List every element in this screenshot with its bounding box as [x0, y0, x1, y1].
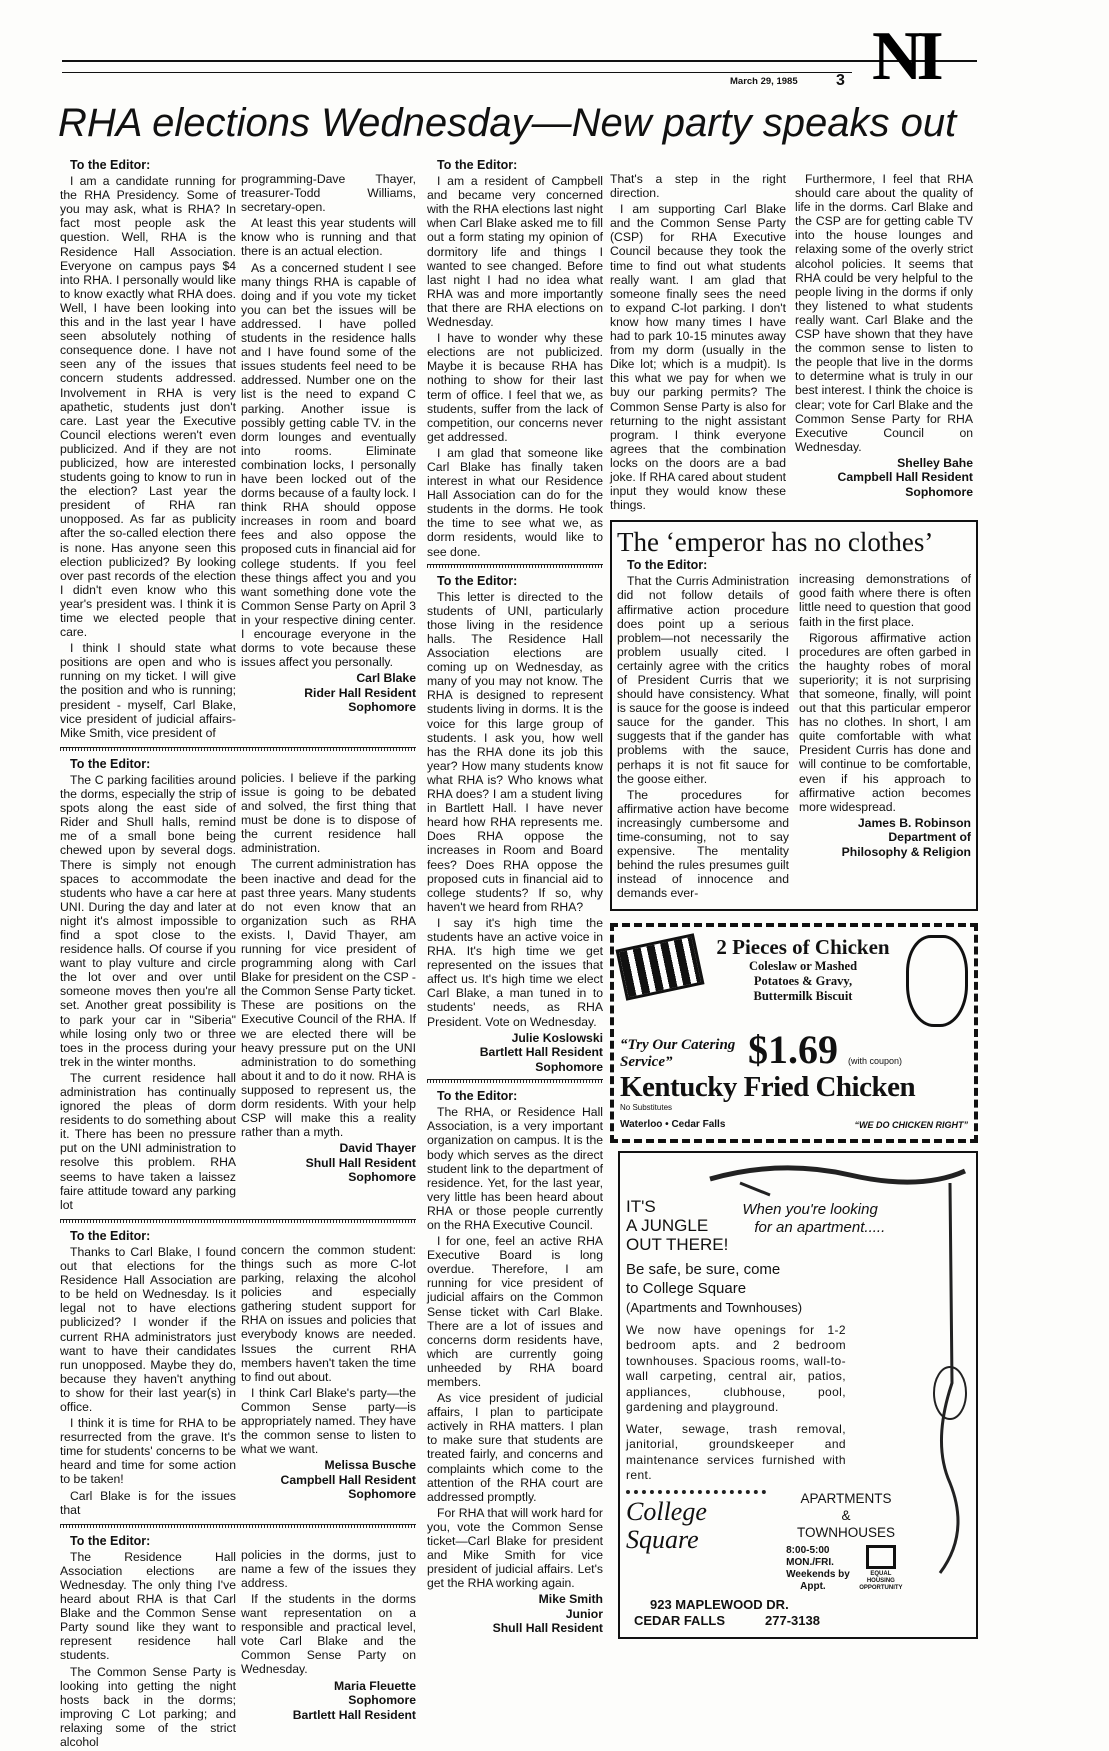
letter-paragraph: The current residence hall administration has continually ignored the pleas of dorm residents to do something about it. There has been no pressure put on the UNI administration to resolve this problem. RHA seems to have taken a laissez faire attitude toward any parking lot [60, 1070, 236, 1212]
letter-body [427, 174, 603, 559]
letter-body [795, 172, 973, 454]
letter-6 [427, 574, 603, 1075]
phone: 277-3138 [765, 1612, 820, 1628]
letter-paragraph: At least this year students will know who is running and that there is an actual election. [241, 216, 416, 259]
equal-housing-text: EQUAL HOUSING OPPORTUNITY [859, 1571, 903, 1591]
letter-5-col-a [427, 158, 603, 559]
office-hours [786, 1545, 850, 1593]
signature [241, 1679, 416, 1723]
left-columns [60, 158, 416, 1751]
letter-paragraph: The Residence Hall Association elections are Wednesday. The only thing I've heard about RHA is that Carl Blake and the Common Sense Party sound like they want to represent residence hall students. [60, 1549, 236, 1663]
letter-paragraph: policies in the dorms, just to name a few of the issues they address. [241, 1547, 416, 1590]
signature-line: Carl Blake [356, 671, 416, 686]
letter-body [60, 773, 236, 1212]
signature [241, 671, 416, 715]
letter-body [60, 1245, 236, 1517]
issue-date: March 29, 1985 [730, 76, 798, 87]
divider [427, 564, 603, 568]
signature-line: Sophomore [348, 1170, 416, 1185]
signature-line: Julie Koslowski [511, 1030, 603, 1045]
letter-body [610, 172, 786, 512]
letter-4-col-a [60, 1534, 236, 1751]
side-item: Coleslaw or Mashed [748, 958, 858, 973]
letter-2 [60, 757, 416, 1214]
hours-line: 8:00-5:00 [786, 1544, 830, 1556]
letter-paragraph: For RHA that will work hard for you, vote the Common Sense ticket—Carl Blake for president and Mike Smith for vice president of judicial affairs. Let's get the RHA working again. [427, 1505, 603, 1591]
letter-body [799, 572, 971, 814]
kind-line: & [841, 1507, 851, 1523]
letter-paragraph: Thanks to Carl Blake, I found out that elections for the Residence Hall Association are to be held on Wednesday. Is it legal not to have elections publicized? I wonder if the current RHA administrators just want to have their candidates run unopposed. Maybe they do, because they haven't anything to show for their last year(s) in office. [60, 1244, 236, 1414]
kfc-headline: 2 Pieces of Chicken [716, 934, 890, 959]
signature-line: Rider Hall Resident [304, 685, 416, 700]
side-item: Buttermilk Biscuit [753, 988, 853, 1003]
letter-3 [60, 1229, 416, 1519]
salutation: To the Editor: [70, 158, 151, 172]
city: CEDAR FALLS [634, 1612, 725, 1628]
letter-paragraph: policies. I believe if the parking issue is going to be debated and solved, the first thing that must be done is to dispose of the current residence hall administration. [241, 770, 416, 856]
letter-5-continued [610, 172, 978, 514]
signature [241, 1458, 416, 1502]
signature-line: Maria Fleuette [334, 1678, 416, 1693]
colonel-sanders-portrait [906, 935, 968, 1027]
safe-text [626, 1260, 918, 1317]
signature-line: Sophomore [348, 1693, 416, 1708]
letter-paragraph: I am a candidate running for the RHA Presidency. Some of you may ask, what is RHA? In fact most people ask the question. Well, RHA is the Residence Hall Association. Everyone on campus pays $4 into RHA. I personally would like to know exactly what RHA does. Well, I have been looking into this and in the last year I have seen absolutely nothing of consequence done. I have not seen any of the issues that concern students addressed. Involvement in RHA is very apathetic, students just don't care. Last year the Executive Council elections weren't even publicized. And if they are not publicized, how are interested students going to know to run in the election? Last year the president of RHA ran unopposed. As far as publicity after the so-called election there is none. Has anyone seen this election publicized? By looking over past records of the election I didn't even know who this year's president was. I think it is time we elected people that care. [60, 174, 236, 640]
letter-4-col-b [241, 1534, 416, 1751]
letter-paragraph: I am a resident of Campbell and became very concerned with the RHA elections last night when Carl Blake asked me to fill out a form stating my opinion of dormitory life and things I wanted to see changed. Before last night I had no idea what RHA was and more importantly that there are RHA elections on Wednesday. [427, 174, 603, 330]
letter-paragraph: If the students in the dorms want representation on a responsible and practical level, vote Carl Blake and the Common Sense Party on Wednesday. [241, 1592, 416, 1677]
letter-paragraph: I think Carl Blake's party—the Common Sense party—is appropriately named. They have the common sense to listen to what we want. [241, 1385, 416, 1457]
signature [241, 1141, 416, 1185]
letter-3-col-a [60, 1229, 236, 1519]
divider [60, 1219, 416, 1223]
chicken-bucket-icon [615, 933, 704, 1000]
kfc-slogan: “WE DO CHICKEN RIGHT” [854, 1119, 968, 1130]
letter-body [60, 1550, 236, 1749]
letter-body [427, 1105, 603, 1590]
no-substitutes: No Substitutes [620, 1102, 673, 1112]
kfc-brand: Kentucky Fried Chicken [620, 1070, 916, 1103]
letter-1 [60, 158, 416, 742]
hours-line: Appt. [800, 1580, 826, 1592]
letter-paragraph: As a concerned student I see many things RHA is capable of doing and if you vote my ticket you can bet the issues will be addressed. I have polled students in the residence halls and I have found some of the issues students feel need to be addressed. Number one on the list is the need to expand C parking. Another issue is possibly getting cable TV. in the dorm lounges and eventually into rooms. Eliminate combination locks, I personally have been locked out of the dorms because of a faulty lock. I think RHA should oppose increases in room and board fees and also oppose the proposed cuts in financial aid for college students. If you feel these things affect you and you want something done vote the Common Sense Party on April 3 in your respective dining center. I encourage everyone in the dorms to vote because these issues affect you personally. [241, 260, 416, 670]
signature-line: Sophomore [348, 1487, 416, 1502]
masthead-rule [62, 72, 852, 73]
middle-column [427, 158, 603, 1636]
monkey-icon [922, 1183, 972, 1583]
safe-line: Be safe, be sure, come [626, 1260, 781, 1278]
coupon-note: (with coupon) [848, 1055, 903, 1066]
letter-paragraph: The procedures for affirmative action have become increasingly cumbersome and time-consuming, not to say expensive. The mentality behind the rules presumes guilt instead of innocence and demands ever- [617, 787, 789, 901]
apartment-type: (Apartments and Townhouses) [626, 1299, 803, 1315]
price: $1.69 [748, 1026, 838, 1072]
signature-line: Philosophy & Religion [841, 844, 971, 859]
signature [795, 456, 973, 500]
hours-line: MON./FRI. [786, 1556, 834, 1568]
signature-line: James B. Robinson [857, 815, 971, 830]
letter-paragraph: increasing demonstrations of good faith where there is often little need to question that good faith in the first place. [799, 572, 971, 629]
safe-line: to College Square [626, 1279, 747, 1297]
looking-line: When you're looking [742, 1200, 878, 1218]
divider [60, 747, 416, 751]
salutation: To the Editor: [437, 1089, 518, 1104]
letter-paragraph: The RHA, or Residence Hall Association, is a very important organization on campus. It is the body which serves as the direct student link to the department of residence. Yet, for the last year, very little has been heard about RHA or those people currently on the RHA Executive Council. [427, 1105, 603, 1232]
salutation: To the Editor: [70, 1228, 151, 1243]
letter-paragraph: programming-Dave Thayer, treasurer-Todd Williams, secretary-open. [241, 172, 416, 215]
signature [427, 1592, 603, 1636]
letter-3-col-b [241, 1229, 416, 1519]
signature-line: Campbell Hall Resident [837, 470, 973, 485]
signature-line: Shull Hall Resident [492, 1621, 603, 1636]
signature-line: Bartlett Hall Resident [292, 1707, 416, 1722]
salutation: To the Editor: [627, 558, 708, 573]
letter-1-col-a [60, 158, 236, 742]
signature-line: Sophomore [535, 1059, 603, 1074]
looking-line: for an apartment..... [754, 1218, 886, 1236]
letter-paragraph: I think I should state what positions are open and who is running on my ticket. I will give the position and who is running; president - myself, Carl Blake, vice president of judicial affairs-Mike Smith, vice president of [60, 641, 236, 740]
letter-body [617, 574, 789, 900]
salutation: To the Editor: [70, 756, 151, 771]
kfc-locations: Waterloo • Cedar Falls [620, 1118, 726, 1130]
northern-iowan-logo: NI [872, 18, 938, 95]
signature-line: Junior [565, 1606, 603, 1621]
signature-line: Bartlett Hall Resident [479, 1045, 603, 1060]
signature-line: Melissa Busche [324, 1458, 416, 1473]
signature-line: David Thayer [339, 1141, 416, 1156]
letter-paragraph: That the Curris Administration did not follow details of affirmative action procedure does point up a serious problem—not necessarily the problem usually cited. I certainly agree with the critics of President Curris that we should have consistency. What is sauce for the goose is indeed sauce for the gander. This suggests that if the gander has problems with the sauce, perhaps it is not fit sauce for the goose either. [617, 574, 789, 786]
page-number: 3 [836, 72, 845, 89]
signature-line: Sophomore [348, 700, 416, 715]
openings-text: We now have openings for 1-2 bedroom apts. and 2 bedroom townhouses. Spacious rooms, wall-to-wall carpeting, central air, patios, appliances, clubhouse, pool, gardening and playground. [626, 1322, 846, 1414]
letter-5-col-c [795, 172, 973, 514]
signature-line: Department of [888, 830, 971, 845]
college-square-logo: College Square [626, 1490, 766, 1554]
letter-paragraph: The Common Sense Party is looking into getting the night hosts back in the dorms; improving C Lot parking; and relaxing some of the strict alcohol [60, 1664, 236, 1750]
page-headline: RHA elections Wednesday—New party speaks out [58, 101, 957, 145]
college-square-ad [618, 1151, 978, 1639]
letter-1-col-b [241, 158, 416, 742]
letter-body [241, 172, 416, 669]
kfc-sides [706, 959, 900, 1004]
letter-paragraph: I say it's high time the students have an active voice in RHA. It's high time we get represented on the issues that affect us. It's high time we elect Carl Blake, a man tuned in to students' needs, as RHA President. Vote on Wednesday. [427, 915, 603, 1029]
letter-paragraph: Rigorous affirmative action procedures are often garbed in the haughty robes of moral superiority; it is not surprising that someone, finally, will point out that this particular emperor has no clothes. In short, I am quite comfortable with what President Curris has done and will continue to be comfortable, even if his approach to affirmative action becomes more widespread. [799, 630, 971, 814]
right-columns [610, 172, 978, 1639]
address: 923 MAPLEWOOD DR. [650, 1596, 789, 1612]
letter-paragraph: I am glad that someone like Carl Blake has finally taken interest in what our Residence Hall Association can do for the students in the dorms. He took the time to see what we, as dorm residents, would like to see done. [427, 445, 603, 559]
letter-paragraph: Furthermore, I feel that RHA should care about the quality of life in the dorms. Carl Blake and the CSP are for getting cable TV into the house lounges and relaxing some of the overly strict alcohol policies. It seems that RHA could be very helpful to the people living in the dorms if only they listened to what students really want. Carl Blake and the CSP have shown that they have the common sense to listen to the people that live in the dorms to determine what is truly in our best interest. I think the choice is clear; vote for Carl Blake and the Common Sense Party for RHA Executive Council on Wednesday. [795, 172, 973, 454]
letter-paragraph: I am supporting Carl Blake and the Common Sense Party (CSP) for RHA Executive Council because they took the time to find out what students really want. I am glad that someone finally sees the need to expand C-lot parking. I don't know how many times I have had to park 10-15 minutes away from my dorm (usually in the Dike lot; which is a mudpit). Is this what we pay for when we buy our parking permits? The Common Sense Party is also for returning to the night assistant program. I think everyone agrees that the combination locks on the doors are a bad joke. If RHA cared about student input they would know these things. [610, 202, 786, 513]
salutation: To the Editor: [70, 1533, 151, 1548]
catering-text: “Try Our Catering Service” [620, 1036, 736, 1070]
letter-body [241, 1548, 416, 1677]
letter-5-col-b [610, 172, 786, 514]
emperor-headline: The ‘emperor has no clothes’ [617, 527, 934, 558]
salutation: To the Editor: [437, 158, 518, 172]
kind-line: TOWNHOUSES [796, 1524, 895, 1540]
letter-paragraph: I have to wonder why these elections are not publicized. Maybe it is because RHA has nothing to show for their last term of office. I feel that we, as students, suffer from the lack of competition, our concerns never get addressed. [427, 331, 603, 444]
looking-text [742, 1197, 885, 1254]
kfc-ad [610, 923, 978, 1143]
signature-line: Sophomore [905, 484, 973, 499]
letter-body [427, 590, 603, 1029]
letter-paragraph: I think it is time for RHA to be resurrected from the grave. It's time for students' concerns to be heard and time for some action to be taken! [60, 1416, 236, 1487]
letter-paragraph: concern the common student: things such as more C-lot parking, relaxing the alcohol policies and especially gathering student support for RHA on issues and policies that everybody knows are needed. Issues the current RHA members haven't taken the time to find out about. [241, 1242, 416, 1384]
equal-housing-icon [866, 1545, 896, 1569]
jungle-line: OUT THERE! [626, 1234, 729, 1254]
kind-line: APARTMENTS [800, 1490, 892, 1506]
kinds-text [774, 1490, 918, 1541]
letter-paragraph: I for one, feel an active RHA Executive Board is long overdue. Therefore, I am running for vice president of judicial affairs on the Common Sense ticket with Carl Blake. There are a lot of issues and concerns dorm residents have, which are currently going unheeded by RHA board members. [427, 1234, 603, 1389]
letter-paragraph: As vice president of judicial affairs, I plan to participate actively in RHA matters. I plan to make sure that students are treated fairly, and concerns and complaints which come to the attention of the RHA court are addressed promptly. [427, 1391, 603, 1504]
letter-body [60, 174, 236, 740]
letter-2-col-b [241, 757, 416, 1214]
letter-4 [60, 1534, 416, 1751]
masthead-rule [62, 60, 977, 62]
letter-body [241, 1243, 416, 1456]
jungle-line: A JUNGLE [626, 1215, 709, 1235]
letter-body [241, 771, 416, 1139]
hours-line: Weekends by [786, 1568, 850, 1580]
letter-paragraph: The C parking facilities around the dorms, especially the strip of spots along the east side of Rider and Shull halls, remind me of a small bone being chewed upon by several dogs. There is simply not enough spaces to accommodate the students who have a car here at UNI. During the day and later at night it's almost impossible to find a spot close to the residence halls. Of course if you want to play vulture and circle the lot over and over until someone moves then you're all set. Another great possibility is to park your car in "Siberia" while losing only two or three toes in the process during your trek in the winter months. [60, 772, 236, 1069]
letter-paragraph: That's a step in the right direction. [610, 172, 786, 201]
jungle-line: IT'S [626, 1196, 656, 1216]
letter-paragraph: Carl Blake is for the issues that [60, 1488, 236, 1517]
signature-line: Mike Smith [538, 1592, 603, 1607]
signature-line: Shelley Bahe [897, 455, 973, 470]
signature-line: Shull Hall Resident [305, 1155, 416, 1170]
signature [427, 1031, 603, 1075]
letter-paragraph: The current administration has been inactive and dead for the past three years. Many students do not even know that an organization such as RHA exists. I, David Thayer, am running for vice president of programming along with Carl Blake for president on the CSP - the Common Sense Party ticket. These are positions on the Executive Council of the RHA. If we are elected there will be heavy pressure put on the UNI administration to do something about it and to do it now. RHA is supposed to represent us, the dorm residents. With your help CSP will make this a reality rather than a myth. [241, 857, 416, 1140]
emperor-letter-box [610, 520, 978, 910]
divider [60, 1524, 416, 1528]
services-text: Water, sewage, trash removal, janitorial, groundskeeper and maintenance services furnished with rent. [626, 1421, 846, 1482]
letter-2-col-a [60, 757, 236, 1214]
divider [427, 1079, 603, 1083]
side-item: Potatoes & Gravy, [753, 973, 853, 988]
letter-7 [427, 1089, 603, 1636]
letter-paragraph: This letter is directed to the students of UNI, particularly those living in the residence halls. The Residence Hall Association elections are coming up on Wednesday, as many of you may not know. The RHA is designed to represent students living in dorms. It is the voice for this large group of students. I ask you, how well has the RHA done its job this year? How many students know what RHA is? Who knows what RHA does? I am a student living in Bartlett Hall. I have never heard how RHA represents me. Does RHA oppose the increases in Room and Board fees? Does RHA oppose the proposed cuts in financial aid to college students? If so, why haven't we heard from RHA? [427, 589, 603, 914]
jungle-text [626, 1197, 728, 1254]
salutation: To the Editor: [437, 573, 518, 588]
signature [799, 816, 971, 860]
signature-line: Campbell Hall Resident [280, 1472, 416, 1487]
